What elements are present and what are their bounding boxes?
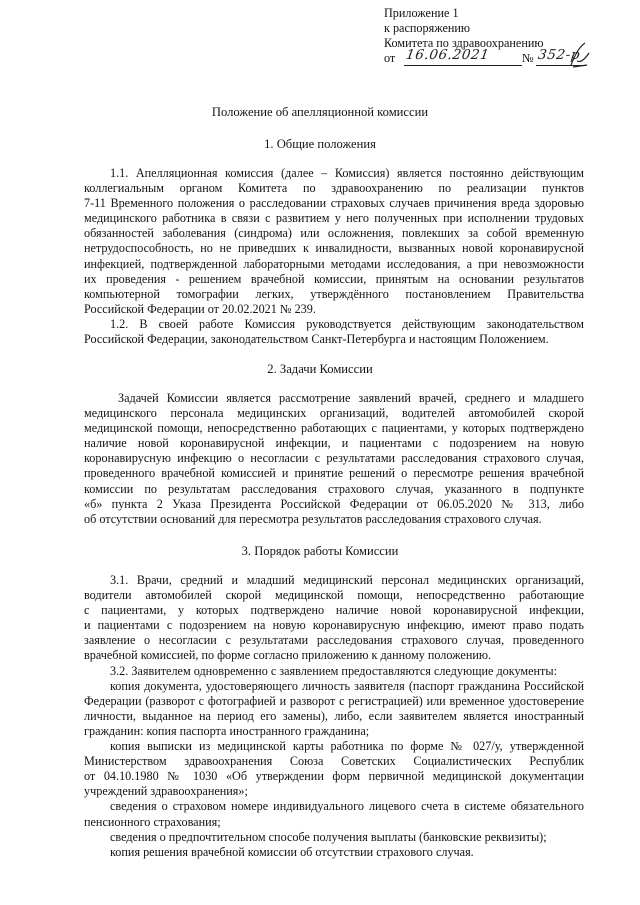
text-line: комиссии по результатам расследования страхового случая, указанного в подпункте [84, 481, 584, 496]
text-line: инфекцией, подтвержденной лабораторными методами исследования, а при невозможности [84, 256, 584, 271]
text-line: их проведения - решением врачебной комиссии, принятым на основании результатов [84, 271, 584, 286]
document-title: Положение об апелляционной комиссии [211, 105, 429, 119]
text-line: Министерством здравоохранения Союза Советских Социалистических Республик [84, 754, 584, 769]
paragraph-1-1 [84, 166, 584, 347]
handwritten-number: 352-р [536, 47, 582, 63]
text-line: медицинской помощи, непосредственно работающих с пациентами, у которых подтверждено [84, 421, 584, 436]
text-line: 3.1. Врачи, средний и младший медицинский персонал медицинских организаций, [110, 573, 584, 587]
text-line: коллегиальным органом Комитета по здравоохранению по реализации пунктов [84, 181, 584, 196]
text-line: медицинского персонала медицинских организаций, водителей автомобилей скорой [84, 406, 584, 421]
text-line: врачебной комиссией, по форме согласно приложению к данному положению. [84, 648, 492, 663]
document-list-item: копия документа, удостоверяющего личность заявителя (паспорт гражданина Российской [110, 678, 584, 693]
text-line: 1.2. В своей работе Комиссия руководствуется действующим законодательством [110, 316, 584, 331]
text-line: личности, выданное на период его замены), либо, если заявителем является иностранный [84, 708, 584, 723]
text-line: пенсионного страхования; [84, 814, 221, 829]
text-line: Российской Федерации от 20.02.2021 № 239. [84, 301, 316, 316]
text-line: от 04.10.1980 № 1030 «Об утверждении форм первичной медицинской документации [84, 769, 584, 784]
section-1-heading: 1. Общие положения [264, 137, 376, 151]
annex-line-2: к распоряжению [384, 21, 471, 35]
section-3-heading: 3. Порядок работы Комиссии [241, 544, 399, 558]
text-line: наличие новой коронавирусной инфекции, и пациентами с подозрением на новую [84, 436, 584, 451]
text-line: Задачей Комиссии является рассмотрение заявлений врачей, среднего и младшего [118, 391, 584, 405]
date-prefix: от [384, 51, 396, 65]
text-line: заявление о несогласии с результатами расследования страхового случая, проведенного [84, 633, 584, 648]
text-line: коронавирусную инфекцию о несогласии с результатами расследования страхового случая, [84, 451, 584, 466]
text-line: нетрудоспособность, но не приведших к инвалидности, вызванных новой коронавирусной [84, 241, 584, 256]
number-label: № [522, 51, 534, 65]
date-underline [404, 65, 522, 66]
annex-date-line [384, 47, 634, 66]
text-line: проведенного врачебной комиссией и принятие решений о пересмотре решения врачебной [84, 466, 584, 481]
paragraph-3 [84, 573, 584, 860]
document-list-item: сведения о предпочтительном способе получения выплаты (банковские реквизиты); [110, 829, 547, 844]
text-line: 1.1. Апелляционная комиссия (далее – Комиссия) является постоянно действующим [110, 166, 584, 180]
text-line: «б» пункта 2 Указа Президента Российской Федерации от 06.05.2020 № 313, либо [84, 496, 584, 511]
section-2-heading: 2. Задачи Комиссии [267, 362, 373, 376]
document-list-item: сведения о страховом номере индивидуального лицевого счета в системе обязательного [110, 799, 584, 814]
paragraph-2 [84, 391, 584, 527]
text-line: Федерации (разворот с фотографией и разворот с регистрацией) или временное удостоверение [84, 693, 584, 708]
document-list-item: копия выписки из медицинской карты работника по форме № 027/у, утвержденной [110, 739, 584, 754]
text-line: 3.2. Заявителем одновременно с заявлением предоставляются следующие документы: [110, 663, 557, 678]
document-list-item: копия решения врачебной комиссии об отсутствии страхового случая. [110, 844, 474, 859]
handwritten-date: 16.06.2021 [404, 47, 491, 63]
text-line: об отсутствии оснований для пересмотра результатов расследования страхового случая. [84, 511, 542, 526]
text-line: 7-11 Временного положения о расследовании страховых случаев причинения вреда здоровью [84, 196, 584, 211]
text-line: гражданин: копия паспорта иностранного гражданина; [84, 723, 370, 738]
annex-header [384, 6, 634, 66]
handwritten-signature-icon [567, 41, 593, 69]
text-line: компьютерной томографии легких, утверждённого постановлением Правительства [84, 286, 584, 301]
text-line: и пациентами с подозрением на новую коронавирусную инфекцию, имеют право подать [84, 618, 584, 633]
text-line: медицинского работника в связи с развитием у него полученных при исполнении трудовых [84, 211, 584, 226]
text-line: с пациентами, у которых подтверждено наличие новой коронавирусной инфекции, [84, 603, 584, 618]
annex-line-3: Комитета по здравоохранению [384, 36, 544, 50]
text-line: Российской Федерации, законодательством Санкт-Петербурга и настоящим Положением. [84, 332, 549, 347]
text-line: водители автомобилей скорой медицинской помощи, непосредственно работающие [84, 588, 584, 603]
annex-line-1: Приложение 1 [384, 6, 459, 20]
text-line: обязанностей заболевания (синдрома) или осложнения, повлекших за собой временную [84, 226, 584, 241]
text-line: учреждений здравоохранения»; [84, 784, 248, 799]
